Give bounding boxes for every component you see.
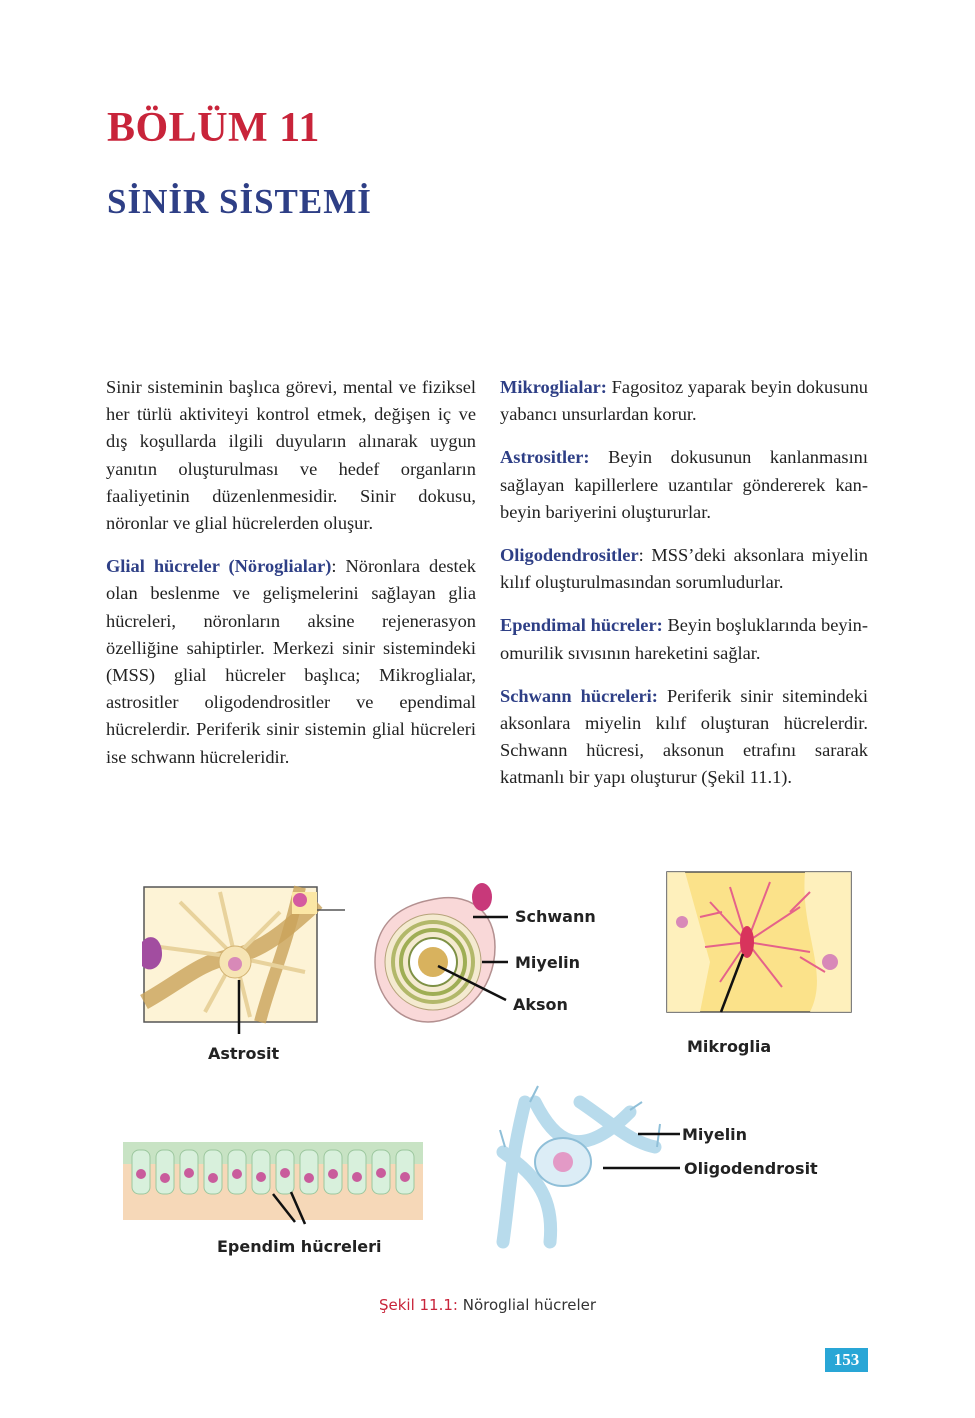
miyelin2-label: Miyelin — [682, 1125, 748, 1144]
neuroglia-figure — [110, 862, 870, 1262]
schwann-term: Schwann hücreleri: — [500, 685, 658, 706]
astrosit-text: Beyin dokusunun kanlanmasını sağlayan kapillerlere uzantılar göndererek kan-beyin bariyerini oluştururlar. — [500, 447, 868, 522]
oligodendrosit-term: Oligodendrositler — [500, 545, 639, 566]
mikroglia-text: Fagositoz yaparak beyin dokusunu yabancı unsurlardan korur. — [500, 377, 868, 425]
schwann-label: Schwann — [515, 907, 596, 926]
chapter-title: SİNİR SİSTEMİ — [107, 182, 372, 221]
oligodendrosit-text: : MSS’deki aksonlara miyelin kılıf oluşturulmasından sorumludurlar. — [500, 545, 868, 593]
schwann-illustration — [375, 883, 508, 1022]
schwann-text: Periferik sinir sitemindeki aksonlara miyelin kılıf oluşturan hücrelerdir. Schwann hücresi, aksonun etrafını sararak katmanlı bir yapı oluşturur (Şekil 11.1). — [500, 685, 869, 788]
astrosit-paragraph — [500, 444, 868, 526]
glial-term: Glial hücreler (Nöroglialar) — [106, 556, 332, 577]
ependyma-illustration — [123, 1142, 423, 1224]
astrocyte-illustration — [142, 887, 345, 1034]
figure-caption — [0, 1296, 975, 1314]
astrosit-label: Astrosit — [208, 1044, 280, 1063]
left-column — [106, 374, 476, 787]
mikroglia-label: Mikroglia — [687, 1037, 772, 1056]
ependimal-text: Beyin boşluklarında beyin-omurilik sıvısının hareketini sağlar. — [500, 615, 868, 663]
schwann-paragraph — [500, 683, 868, 792]
right-column — [500, 374, 868, 808]
oligodendrosit-paragraph — [500, 542, 868, 596]
mikroglia-paragraph — [500, 374, 868, 428]
mikroglia-term: Mikroglialar: — [500, 377, 607, 397]
ependimal-paragraph — [500, 612, 868, 666]
ependimal-term: Ependimal hücreler: — [500, 615, 663, 636]
glial-text: : Nöronlara destek olan beslenme ve gelişmelerini sağlayan glia hücreleri, nöronların aksine rejenerasyon özelliğine sahiptirler. Merkezi sinir sistemindeki (MSS) glial hücreler başlıca; Mikroglialar, astrositler oligodendrositler ve ependimal hücrelerdir. Periferik sinir sistemin glial hücreleri ise schwann hücreleridir. — [106, 556, 476, 767]
intro-paragraph: Sinir sisteminin başlıca görevi, mental ve fiziksel her türlü aktiviteyi kontrol etmek, değişen iç ve dış koşullarda ilgili duyuların alınarak uygun yanıtın oluşturulması ve hedef organların faaliyetinin düzenlenmesidir. Sinir dokusu, nöronlar ve glial hücrelerden oluşur. — [106, 377, 476, 534]
chapter-number: BÖLÜM 11 — [107, 105, 320, 151]
caption-label: Şekil 11.1: — [378, 1296, 458, 1314]
akson-label: Akson — [513, 995, 568, 1014]
ependim-label: Ependim hücreleri — [217, 1237, 382, 1256]
neuroglia-illustration — [110, 862, 870, 1262]
miyelin-label: Miyelin — [515, 953, 581, 972]
glial-paragraph — [106, 553, 476, 771]
astrosit-term: Astrositler: — [500, 447, 590, 468]
oligodendrosit-label: Oligodendrosit — [684, 1159, 818, 1178]
page-number-badge: 153 — [825, 1348, 868, 1372]
microglia-illustration — [667, 872, 851, 1012]
caption-text: Nöroglial hücreler — [457, 1296, 597, 1314]
oligodendrocyte-illustration — [500, 1086, 680, 1242]
